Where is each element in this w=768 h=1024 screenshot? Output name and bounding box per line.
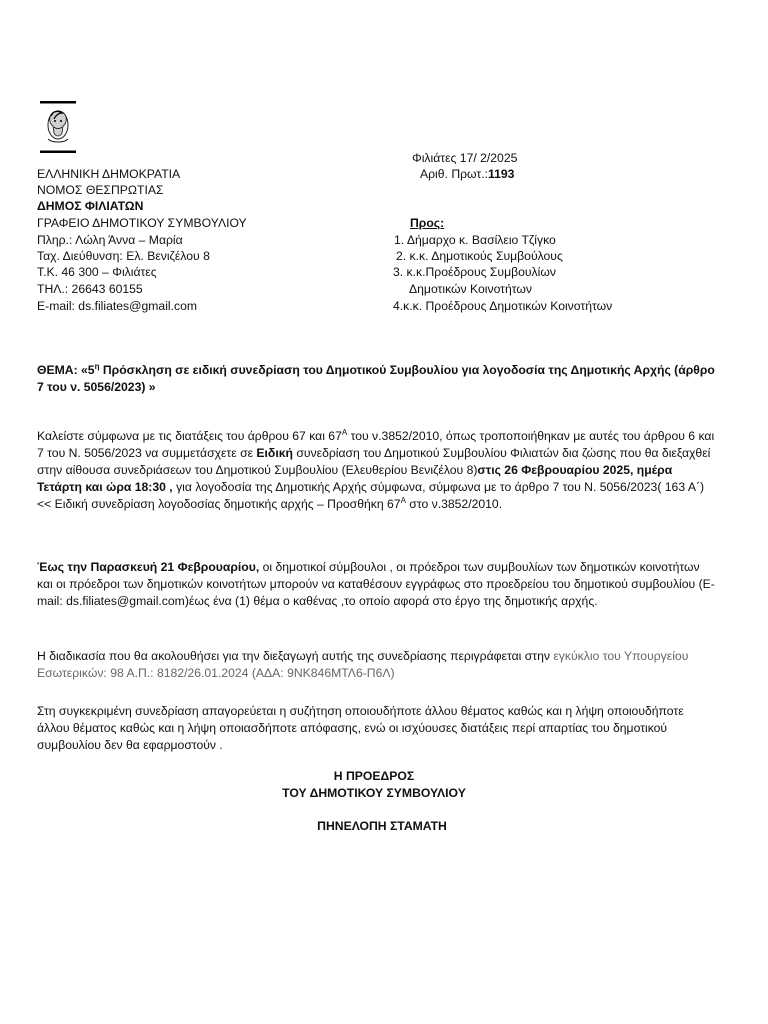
header-line-phone: ΤΗΛ.: 26643 60155	[37, 282, 143, 296]
header-line-prefecture: ΝΟΜΟΣ ΘΕΣΠΡΩΤΙΑΣ	[37, 183, 164, 197]
procedure-paragraph: Η διαδικασία που θα ακολουθήσει για την διεξαγωγή αυτής της συνεδρίασης περιγράφεται στην εγκύκλιο του Υπουργείου Εσωτερικών: 98 Α.Π.: 8182/26.01.2024 (ΑΔΑ: 9ΝΚ846ΜΤΛ6-Π6Λ)	[37, 649, 689, 680]
signature-title: Η ΠΡΟΕΔΡΟΣ	[333, 769, 415, 783]
header-line-office: ΓΡΑΦΕΙΟ ΔΗΜΟΤΙΚΟΥ ΣΥΜΒΟΥΛΙΟΥ	[37, 216, 247, 230]
header-line-contact-person: Πληρ.: Λώλη Άννα – Μαρία	[37, 233, 183, 247]
municipality-emblem	[40, 101, 76, 153]
recipient-council-presidents: 3. κ.κ.Προέδρους Συμβουλίων	[393, 265, 556, 279]
signature-council: ΤΟΥ ΔΗΜΟΤΙΚΟΥ ΣΥΜΒΟΥΛΙΟΥ	[282, 786, 466, 800]
protocol-number	[420, 166, 514, 182]
circular-reference: εγκύκλιο του Υπουργείου Εσωτερικών: 98 Α.Π.: 8182/26.01.2024 (ΑΔΑ: 9ΝΚ846ΜΤΛ6-Π6Λ)	[37, 649, 689, 680]
header-line-address: Ταχ. Διεύθυνση: Ελ. Βενιζέλου 8	[37, 249, 210, 263]
recipient-community-presidents: 4.κ.κ. Προέδρους Δημοτικών Κοινοτήτων	[393, 299, 613, 313]
protocol-label: Αριθ. Πρωτ.:	[420, 167, 488, 181]
invitation-paragraph: Καλείστε σύμφωνα με τις διατάξεις του άρθρου 67 και $67^A$ του ν.3852/2010, όπως τροποποιήθηκαν με αυτές του άρθρου 6 και 7 του Ν. 5056/2023 να συμμετάσχετε σε Ειδική συνεδρίαση του Δημοτικού Συμβουλίου Φιλιατών δια ζώσης που θα διεξαχθεί στην αίθουσα συνεδριάσεων του Δημοτικού Συμβουλίου (Ελευθερίου Βενιζέλου 8)στις 26 Φεβρουαρίου 2025, ημέρα Τετάρτη και ώρα 18:30 , για λογοδοσία της Δημοτικής Αρχής σύμφωνα, σύμφωνα με το άρθρο 7 του Ν. 5056/2023( 163 Α΄)<< Ειδική συνεδρίαση λογοδοσίας δημοτικής αρχής – Προσθήκη $67^A$ στο ν.3852/2010.	[37, 427, 715, 511]
signature-name: ΠΗΝΕΛΟΠΗ ΣΤΑΜΑΤΗ	[317, 819, 447, 833]
restriction-paragraph: Στη συγκεκριμένη συνεδρίαση απαγορεύεται η συζήτηση οποιουδήποτε άλλου θέματος καθώς και η λήψη οποιουδήποτε άλλου θέματος καθώς και η λήψη οποιασδήποτε απόφασης, ενώ οι ισχύουσες διατάξεις περί απαρτίας του δημοτικού συμβουλίου δεν θα εφαρμοστούν .	[37, 704, 684, 752]
document-date: Φιλιάτες 17/ 2/2025	[412, 151, 518, 165]
recipient-councillors: 2. κ.κ. Δημοτικούς Συμβούλους	[396, 249, 563, 263]
header-line-email: E-mail: ds.filiates@gmail.com	[37, 299, 198, 313]
recipients-label: Προς:	[410, 216, 445, 230]
subject-line: ΘΕΜΑ: «$5^\eta$ Πρόσκληση σε ειδική συνεδρίαση του Δημοτικού Συμβουλίου για λογοδοσία της Δημοτικής Αρχής (άρθρο 7 του ν. 5056/2023) »	[37, 361, 715, 394]
recipient-council-presidents-cont: Δημοτικών Κοινοτήτων	[409, 282, 533, 296]
header-line-postcode: Τ.Κ. 46 300 – Φιλιάτες	[37, 265, 157, 279]
protocol-value: 1193	[487, 167, 515, 181]
header-line-municipality: ΔΗΜΟΣ ΦΙΛΙΑΤΩΝ	[37, 199, 144, 213]
recipient-mayor: 1. Δήμαρχο κ. Βασίλειο Τζίγκο	[394, 233, 556, 247]
header-line-republic: ΕΛΛΗΝΙΚΗ ΔΗΜΟΚΡΑΤΙΑ	[37, 167, 181, 181]
deadline-paragraph: Έως την Παρασκευή 21 Φεβρουαρίου, οι δημοτικοί σύμβουλοι , οι πρόεδροι των συμβουλίων των δημοτικών κοινοτήτων και οι πρόεδροι των δημοτικών κοινοτήτων μπορούν να καταθέσουν εγγράφως στο προεδρείου του δημοτικού συμβουλίου (E-mail: ds.filiates@gmail.com)έως ένα (1) θέμα ο καθένας ,το οποίο αφορά στο έργο της δημοτικής αρχής.	[37, 560, 715, 608]
